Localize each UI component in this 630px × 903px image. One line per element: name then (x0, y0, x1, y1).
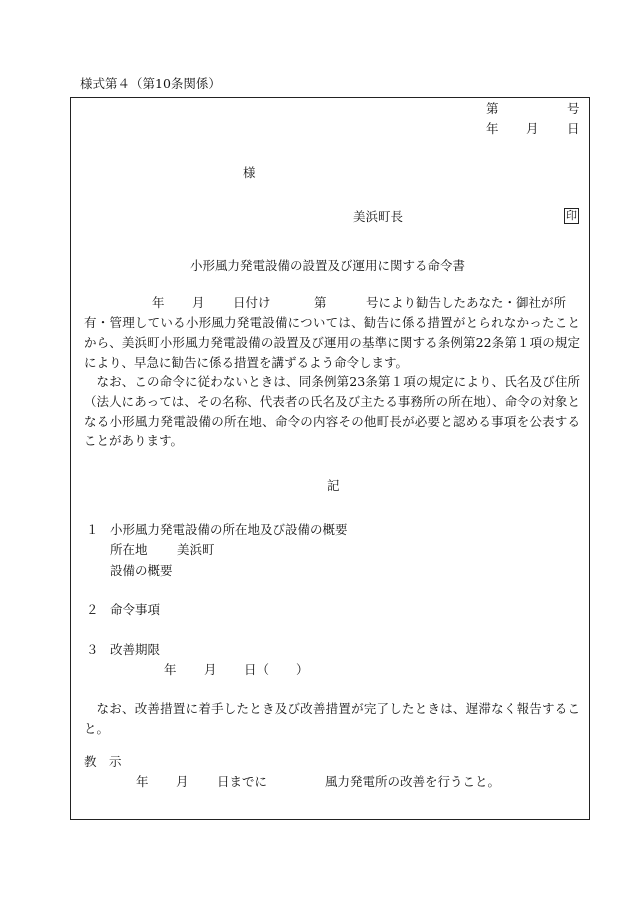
body-no: 第 (314, 295, 327, 310)
instruction-year: 年 (136, 774, 149, 789)
number-suffix: 号 (567, 101, 580, 116)
instruction-until: 日までに (217, 774, 268, 789)
item-1-text: 小形風力発電設備の所在地及び設備の概要 (110, 522, 348, 537)
body-line1-rest: 号により勧告したあなた・御社が所 (366, 295, 567, 310)
body-dated: 日付け (233, 295, 271, 310)
item-3-number: ３ (86, 642, 99, 657)
addressee-suffix: 様 (243, 165, 256, 180)
number-prefix: 第 (486, 101, 499, 116)
equipment-label: 設備の概要 (110, 563, 173, 578)
deadline-month: 月 (204, 662, 217, 677)
item-2-number: ２ (86, 602, 99, 617)
date-year: 年 (486, 121, 499, 136)
form-label: 様式第４（第10条関係） (80, 76, 221, 91)
ki-heading: 記 (327, 478, 340, 493)
instruction-heading: 教 示 (84, 754, 122, 769)
date-month: 月 (526, 121, 539, 136)
instruction-action: 風力発電所の改善を行うこと。 (325, 774, 501, 789)
document-title: 小形風力発電設備の設置及び運用に関する命令書 (190, 258, 466, 273)
body-year: 年 (152, 295, 165, 310)
report-note: なお、改善措置に着手したとき及び改善措置が完了したときは、遅滞なく報告すること。 (84, 701, 580, 736)
item-3-text: 改善期限 (110, 642, 161, 657)
deadline-close: ） (296, 662, 309, 677)
date-day: 日 (567, 121, 580, 136)
deadline-year: 年 (164, 662, 177, 677)
item-2-text: 命令事項 (110, 602, 161, 617)
issuer: 美浜町長 (353, 209, 404, 224)
body-paragraph-2: なお、この命令に従わないときは、同条例第23条第１項の規定により、氏名及び住所（法人にあっては、その名称、代表者の氏名及び主たる事務所の所在地）、命令の対象となる小形風力発電設備の所在地、命令の内容その他町長が必要と認める事項を公表することがあります。 (84, 374, 580, 449)
location-value: 美浜町 (177, 542, 215, 557)
item-1-number: １ (86, 522, 99, 537)
body-paragraph-1: 有・管理している小形風力発電設備については、勧告に係る措置がとられなかったことから、美浜町小形風力発電設備の設置及び運用の基準に関する条例第22条第１項の規定により、早急に勧告に係る措置を講ずるよう命令します。 (84, 315, 580, 370)
deadline-day: 日（ (244, 662, 270, 677)
instruction-month: 月 (176, 774, 189, 789)
location-label: 所在地 (110, 542, 148, 557)
body-month: 月 (192, 295, 205, 310)
seal-mark: 印 (566, 209, 577, 222)
